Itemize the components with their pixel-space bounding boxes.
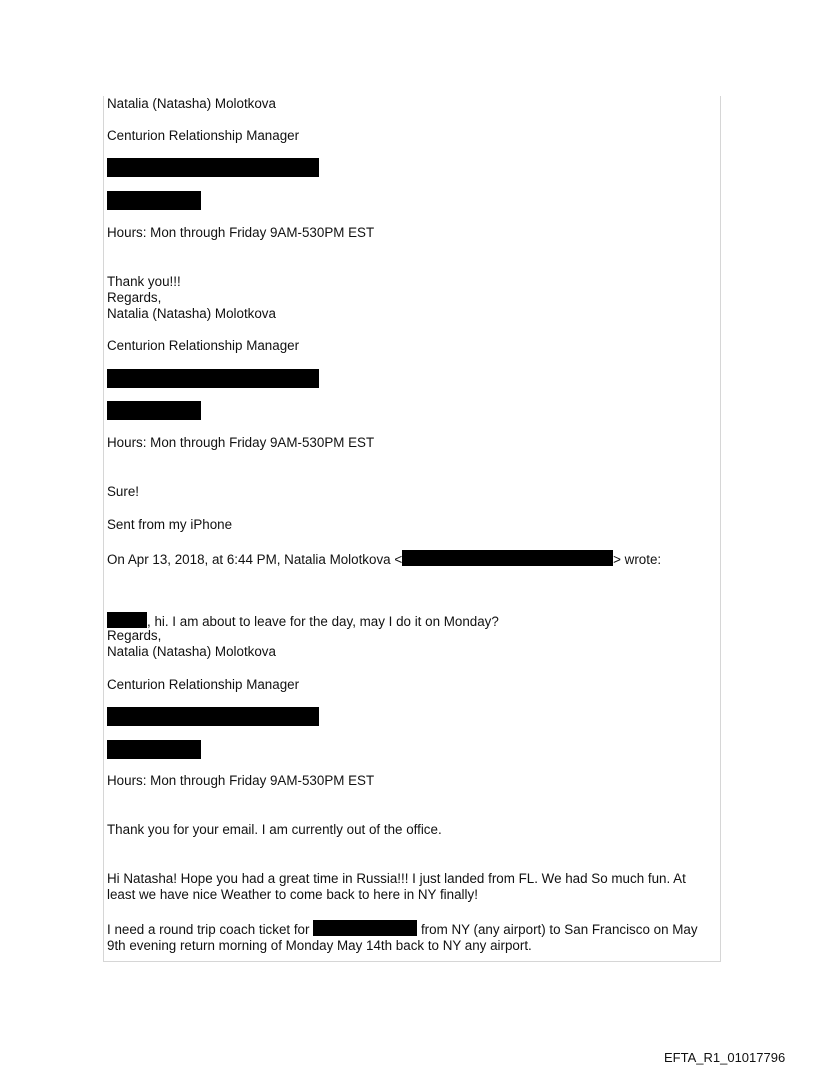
signature-hours: Hours: Mon through Friday 9AM-530PM EST xyxy=(107,435,375,450)
thanks-line: Thank you!!! xyxy=(107,274,181,289)
sent-from-line: Sent from my iPhone xyxy=(107,517,233,532)
redaction-bar xyxy=(107,191,201,210)
redaction-bar xyxy=(107,740,201,759)
redaction-bar xyxy=(107,612,147,628)
signature-name: Natalia (Natasha) Molotkova xyxy=(107,96,276,111)
signature-title: Centurion Relationship Manager xyxy=(107,128,300,143)
redaction-bar xyxy=(107,369,319,388)
signature-name: Natalia (Natasha) Molotkova xyxy=(107,644,276,659)
ticket-paragraph xyxy=(107,920,717,954)
regards-line: Regards, xyxy=(107,628,162,643)
redaction-bar xyxy=(313,920,417,936)
signature-hours: Hours: Mon through Friday 9AM-530PM EST xyxy=(107,773,375,788)
wrote-line xyxy=(107,550,661,568)
signature-title: Centurion Relationship Manager xyxy=(107,677,300,692)
wrote-suffix: > wrote: xyxy=(613,552,662,567)
sure-line: Sure! xyxy=(107,484,140,499)
hi-natasha-paragraph: Hi Natasha! Hope you had a great time in Russia!!! I just landed from FL. We had So much fun. At least we have nice Weather to come back to here in NY finally! xyxy=(107,871,686,902)
signature-hours: Hours: Mon through Friday 9AM-530PM EST xyxy=(107,225,375,240)
regards-line: Regards, xyxy=(107,290,162,305)
out-of-office-line: Thank you for your email. I am currently out of the office. xyxy=(107,822,442,837)
leave-text: , hi. I am about to leave for the day, may I do it on Monday? xyxy=(147,614,499,629)
signature-name: Natalia (Natasha) Molotkova xyxy=(107,306,276,321)
leave-line xyxy=(107,612,499,630)
redaction-bar xyxy=(107,707,319,726)
signature-title: Centurion Relationship Manager xyxy=(107,338,300,353)
ticket-suffix: from NY (any airport) to San Francisco on May 9th evening return morning of Monday May 14th back to NY any airport. xyxy=(107,922,698,953)
redaction-bar xyxy=(107,158,319,177)
document-id: EFTA_R1_01017796 xyxy=(664,1050,786,1065)
redaction-bar xyxy=(402,550,613,566)
wrote-prefix: On Apr 13, 2018, at 6:44 PM, Natalia Molotkova < xyxy=(107,552,403,567)
ticket-prefix: I need a round trip coach ticket for xyxy=(107,922,310,937)
redaction-bar xyxy=(107,401,201,420)
